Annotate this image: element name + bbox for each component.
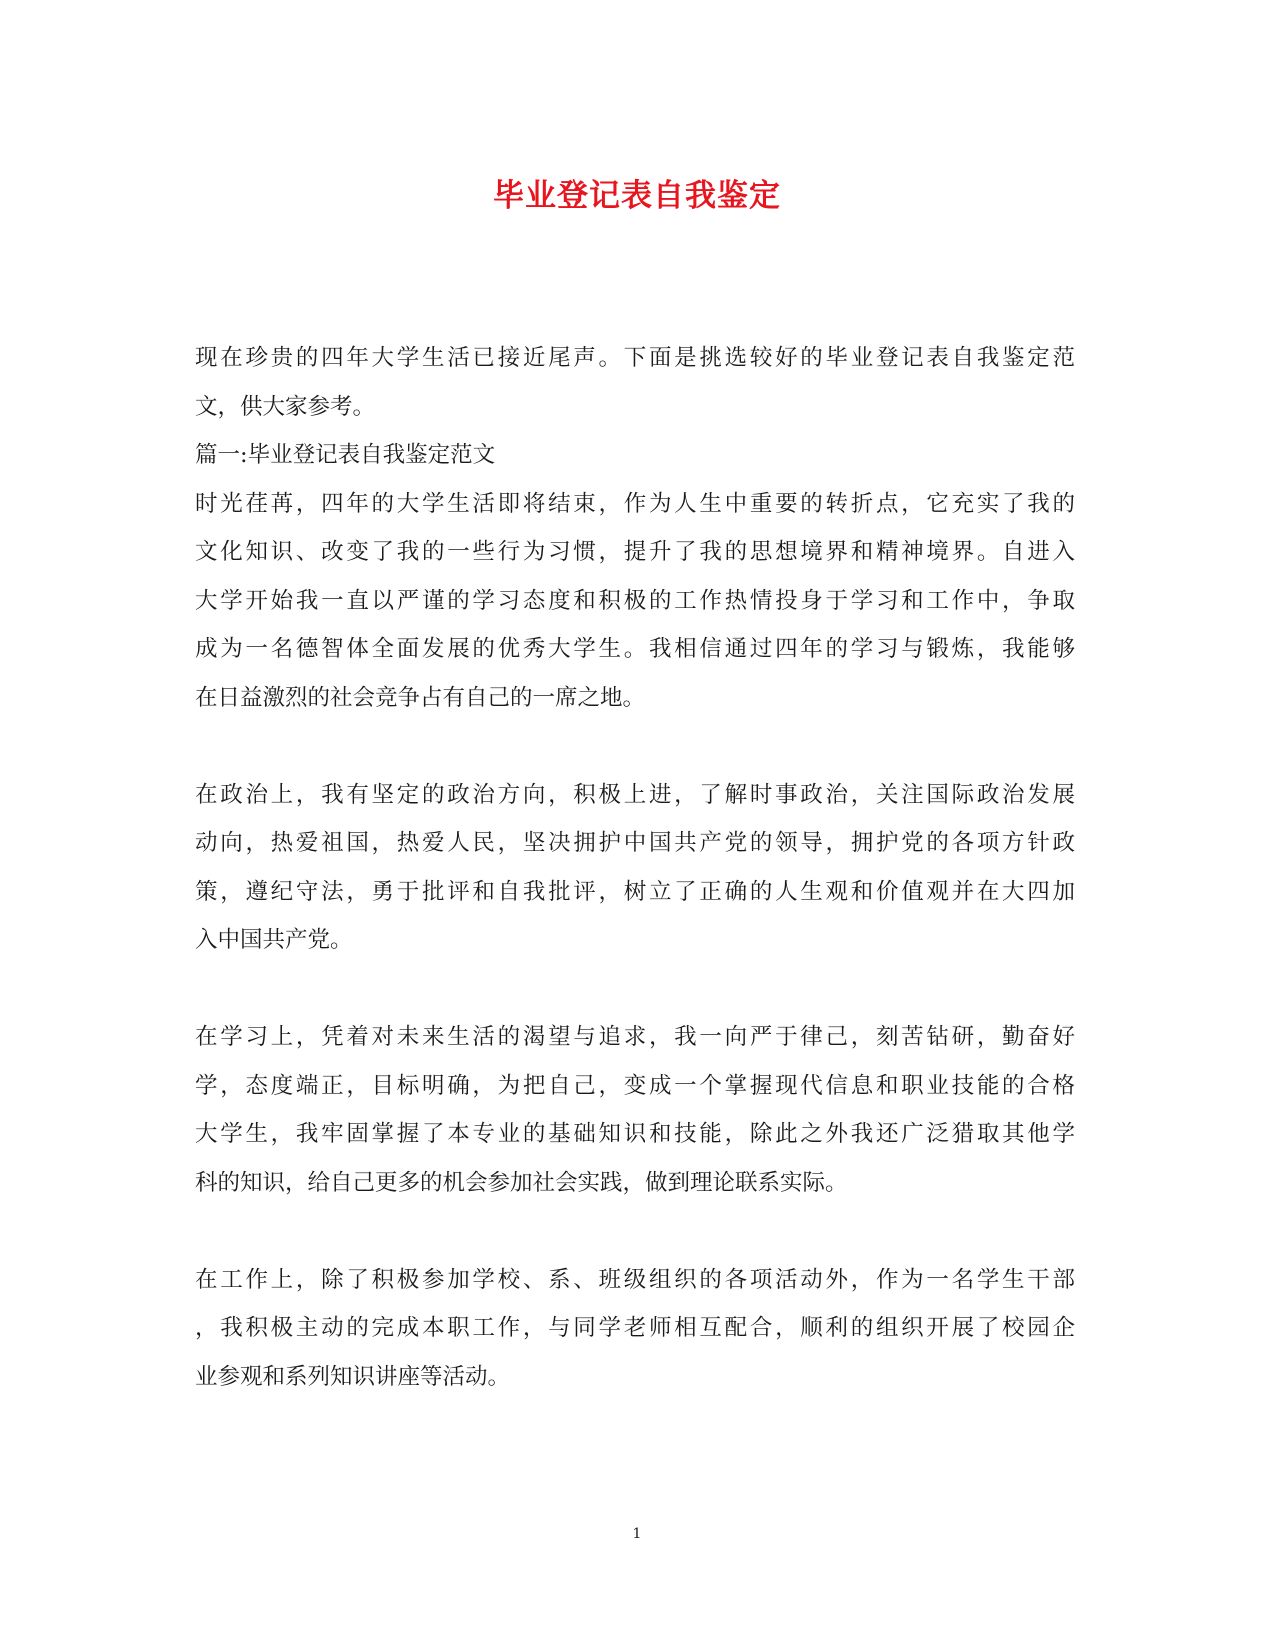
- text-line: 学，态度端正，目标明确，为把自己，变成一个掌握现代信息和职业技能的合格: [195, 1072, 1075, 1099]
- text-line: ，我积极主动的完成本职工作，与同学老师相互配合，顺利的组织开展了校园企: [195, 1315, 1075, 1341]
- paragraph-work: [195, 1256, 1075, 1402]
- text-line: 现在珍贵的四年大学生活已接近尾声。下面是挑选较好的毕业登记表自我鉴定范: [195, 345, 1075, 371]
- paragraph-politics: [195, 771, 1075, 965]
- text-line: 在学习上，凭着对未来生活的渴望与追求，我一向严于律己，刻苦钻研，勤奋好: [195, 1024, 1075, 1050]
- text-line: 科的知识，给自己更多的机会参加社会实践，做到理论联系实际。: [195, 1169, 848, 1196]
- text-line: 在工作上，除了积极参加学校、系、班级组织的各项活动外，作为一名学生干部: [195, 1266, 1075, 1293]
- text-line: 文，供大家参考。: [195, 393, 376, 420]
- text-line: 动向，热爱祖国，热爱人民，坚决拥护中国共产党的领导，拥护党的各项方针政: [195, 830, 1075, 856]
- paragraph-gap: [195, 965, 1075, 1014]
- document-title: 毕业登记表自我鉴定: [493, 178, 781, 214]
- text-line: 大学生，我牢固掌握了本专业的基础知识和技能，除此之外我还广泛猎取其他学: [195, 1121, 1075, 1147]
- intro-paragraph: [195, 334, 1075, 431]
- text-line: 在政治上，我有坚定的政治方向，积极上进，了解时事政治，关注国际政治发展: [195, 781, 1075, 808]
- text-line: 成为一名德智体全面发展的优秀大学生。我相信通过四年的学习与锻炼，我能够: [195, 636, 1075, 662]
- paragraph-intro-reflection: [195, 480, 1075, 723]
- text-line: 业参观和系列知识讲座等活动。: [195, 1363, 511, 1390]
- paragraph-gap: [195, 722, 1075, 771]
- paragraph-gap: [195, 1207, 1075, 1256]
- text-line: 入中国共产党。: [195, 927, 353, 953]
- page-number: 1: [632, 1526, 642, 1542]
- text-line: 文化知识、改变了我的一些行为习惯，提升了我的思想境界和精神境界。自进入: [195, 539, 1075, 565]
- text-line: 时光荏苒，四年的大学生活即将结束，作为人生中重要的转折点，它充实了我的: [195, 490, 1075, 517]
- document-body: [195, 334, 1075, 1401]
- section-heading: 篇一:毕业登记表自我鉴定范文: [195, 442, 496, 468]
- text-line: 大学开始我一直以严谨的学习态度和积极的工作热情投身于学习和工作中，争取: [195, 587, 1075, 614]
- text-line: 在日益激烈的社会竞争占有自己的一席之地。: [195, 684, 646, 711]
- paragraph-study: [195, 1013, 1075, 1207]
- text-line: 策，遵纪守法，勇于批评和自我批评，树立了正确的人生观和价值观并在大四加: [195, 878, 1075, 905]
